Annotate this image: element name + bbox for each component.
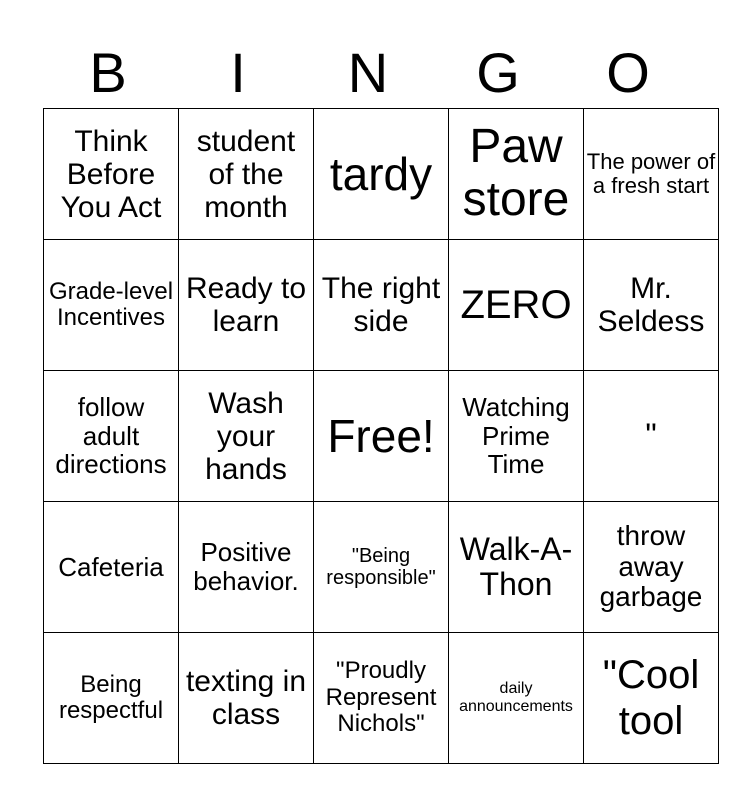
bingo-cell[interactable]: Positive behavior. bbox=[179, 502, 314, 633]
bingo-cell[interactable]: Walk-A-Thon bbox=[449, 502, 584, 633]
board-row bbox=[44, 502, 719, 633]
bingo-cell[interactable]: Cafeteria bbox=[44, 502, 179, 633]
bingo-cell[interactable]: " bbox=[584, 371, 719, 502]
bingo-cell[interactable]: Paw store bbox=[449, 109, 584, 240]
bingo-cell[interactable]: ZERO bbox=[449, 240, 584, 371]
bingo-cell[interactable]: Ready to learn bbox=[179, 240, 314, 371]
bingo-cell[interactable]: Grade-level Incentives bbox=[44, 240, 179, 371]
bingo-cell[interactable]: daily announcements bbox=[449, 633, 584, 764]
header-letter-b: B bbox=[89, 41, 127, 104]
bingo-board bbox=[43, 108, 719, 764]
bingo-cell[interactable]: "Cool tool bbox=[584, 633, 719, 764]
bingo-header bbox=[43, 38, 693, 108]
header-letter-i: I bbox=[230, 41, 246, 104]
bingo-cell[interactable]: Wash your hands bbox=[179, 371, 314, 502]
bingo-cell[interactable]: throw away garbage bbox=[584, 502, 719, 633]
bingo-cell[interactable]: The right side bbox=[314, 240, 449, 371]
bingo-cell[interactable]: texting in class bbox=[179, 633, 314, 764]
header-letter-g: G bbox=[476, 41, 520, 104]
bingo-cell[interactable]: tardy bbox=[314, 109, 449, 240]
bingo-cell[interactable]: Watching Prime Time bbox=[449, 371, 584, 502]
board-row bbox=[44, 633, 719, 764]
bingo-cell[interactable]: Think Before You Act bbox=[44, 109, 179, 240]
bingo-cell[interactable]: student of the month bbox=[179, 109, 314, 240]
bingo-cell[interactable]: Mr. Seldess bbox=[584, 240, 719, 371]
board-row bbox=[44, 109, 719, 240]
bingo-cell[interactable]: The power of a fresh start bbox=[584, 109, 719, 240]
bingo-cell[interactable]: Being respectful bbox=[44, 633, 179, 764]
bingo-cell[interactable]: "Being responsible" bbox=[314, 502, 449, 633]
bingo-cell[interactable]: follow adult directions bbox=[44, 371, 179, 502]
header-letter-o: O bbox=[606, 41, 650, 104]
board-row bbox=[44, 240, 719, 371]
board-row bbox=[44, 371, 719, 502]
bingo-cell[interactable]: "Proudly Represent Nichols" bbox=[314, 633, 449, 764]
header-letter-n: N bbox=[347, 41, 389, 104]
bingo-cell free-space[interactable]: Free! bbox=[314, 371, 449, 502]
